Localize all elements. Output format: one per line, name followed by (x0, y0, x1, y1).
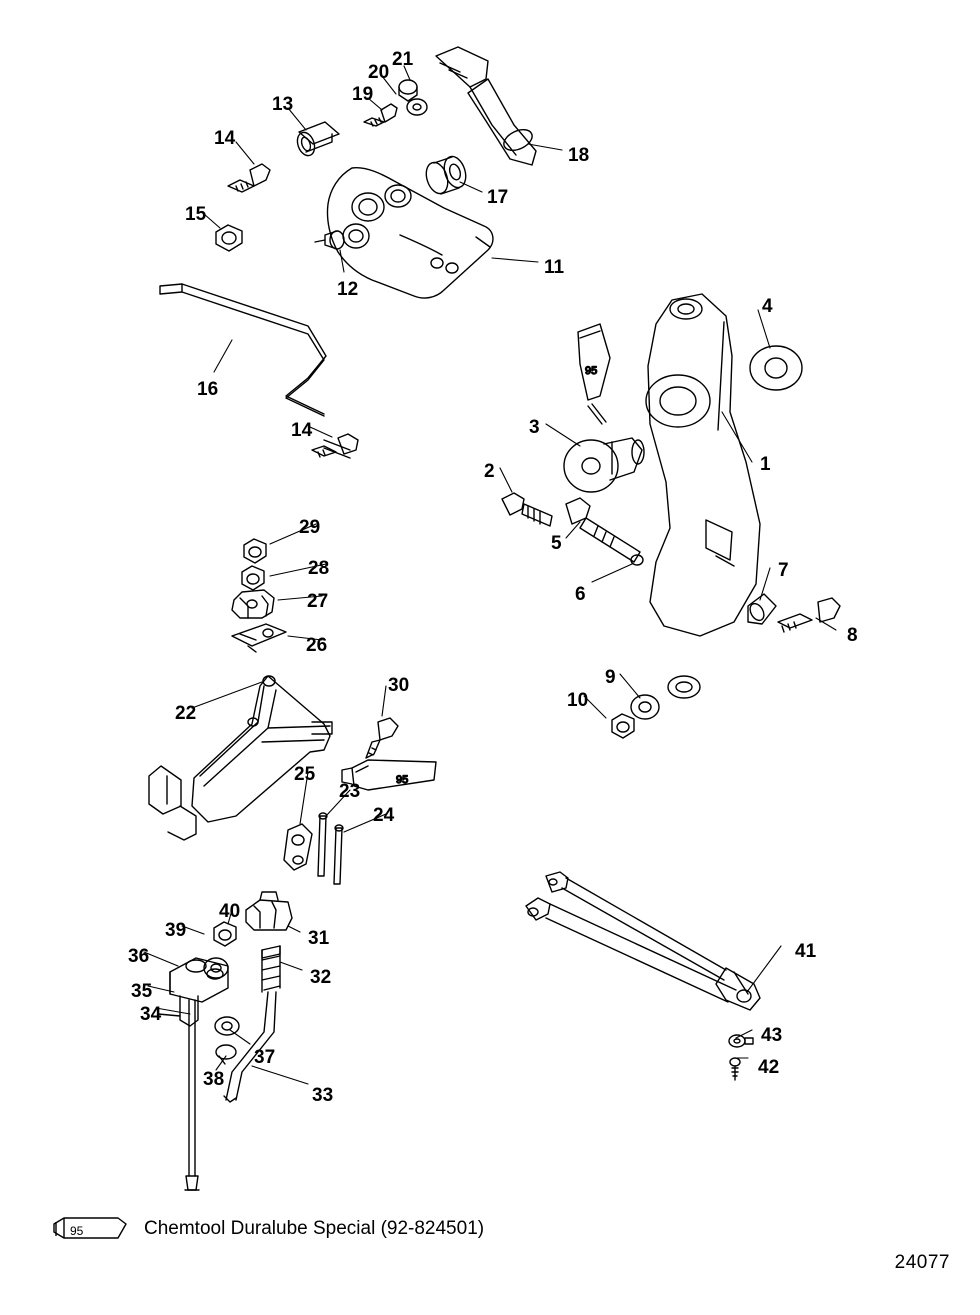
part-14-bolt-upper (228, 164, 270, 192)
part-3-knob (564, 438, 644, 492)
part-4-washer (750, 346, 802, 390)
svg-text:95: 95 (70, 1224, 84, 1238)
part-19-bolt (364, 104, 397, 126)
callout-22: 22 (175, 703, 197, 724)
callout-12: 12 (337, 279, 359, 300)
part-18-bracket (436, 47, 536, 165)
part-15-nut (216, 225, 242, 251)
callout-40: 40 (219, 901, 241, 922)
callout-9: 9 (605, 667, 616, 688)
part-38-clip (216, 1045, 236, 1064)
callout-28: 28 (308, 558, 330, 579)
callout-25: 25 (294, 764, 316, 785)
part-17-bushing (423, 154, 470, 197)
callout-11: 11 (544, 257, 565, 278)
callout-36: 36 (128, 946, 150, 967)
part-42-screw (730, 1058, 740, 1080)
part-1-bracket (646, 294, 760, 698)
callout-20: 20 (368, 62, 390, 83)
callout-33: 33 (312, 1085, 334, 1106)
part-41-cable (526, 872, 760, 1010)
callout-18: 18 (568, 145, 590, 166)
part-35-rod (185, 1000, 199, 1190)
part-14-bolt-lower (312, 434, 358, 457)
legend (50, 1212, 484, 1246)
callout-21: 21 (392, 49, 414, 70)
callout-39: 39 (165, 920, 187, 941)
part-29-nut (244, 539, 266, 563)
part-40-nut (214, 922, 236, 946)
callout-24: 24 (373, 805, 395, 826)
callout-15: 15 (185, 204, 207, 225)
callout-17: 17 (487, 187, 509, 208)
part-23-pin (318, 813, 327, 876)
callout-32: 32 (310, 967, 332, 988)
callout-4: 4 (762, 296, 773, 317)
callout-14-upper: 14 (214, 128, 236, 149)
part-5-bolt (566, 498, 643, 565)
lubricant-tube-top (578, 324, 610, 424)
part-28-nut (242, 566, 264, 590)
callout-29: 29 (299, 517, 321, 538)
part-10-nut (612, 714, 634, 738)
part-12-pin (315, 231, 344, 249)
callout-27: 27 (307, 591, 329, 612)
callout-38: 38 (203, 1069, 225, 1090)
part-20-washer (407, 99, 427, 115)
svg-text:95: 95 (585, 365, 598, 377)
svg-text:95: 95 (396, 774, 409, 786)
part-24-pin (334, 825, 343, 884)
part-25-link (284, 824, 312, 870)
callout-1: 1 (760, 454, 771, 475)
callout-35: 35 (131, 981, 153, 1002)
callout-26: 26 (306, 635, 328, 656)
part-27-clamp (232, 590, 274, 618)
callout-37: 37 (254, 1047, 276, 1068)
callout-2: 2 (484, 461, 495, 482)
figure-number: 24077 (894, 1252, 950, 1273)
legend-text: Chemtool Duralube Special (92-824501) (144, 1218, 485, 1239)
part-43-washer (729, 1035, 753, 1047)
callout-7: 7 (778, 560, 789, 581)
callout-19: 19 (352, 84, 374, 105)
callout-16: 16 (197, 379, 219, 400)
callout-5: 5 (551, 533, 562, 554)
part-21-nut (399, 80, 417, 101)
part-26-plate (232, 624, 286, 652)
callout-6: 6 (575, 584, 586, 605)
callout-8: 8 (847, 625, 858, 646)
callout-10: 10 (567, 690, 589, 711)
part-34-pointer (158, 1014, 180, 1016)
part-9-washer (631, 695, 659, 719)
lubricant-tube-icon (50, 1212, 130, 1246)
callout-42: 42 (758, 1057, 780, 1078)
callout-23: 23 (339, 781, 361, 802)
part-30-bolt (366, 718, 398, 758)
part-2-bolt (502, 493, 552, 526)
part-7-bushing (747, 594, 776, 624)
part-31-bracket (246, 892, 292, 930)
callout-31: 31 (308, 928, 330, 949)
leader-lines (144, 66, 836, 1084)
part-37-washer (215, 1017, 239, 1035)
part-13-sleeve (294, 122, 339, 158)
callout-41: 41 (795, 941, 817, 962)
callout-13: 13 (272, 94, 294, 115)
part-32-spring (262, 946, 280, 992)
part-22-bracket (149, 676, 332, 840)
callout-3: 3 (529, 417, 540, 438)
callout-14-lower: 14 (291, 420, 313, 441)
callout-34: 34 (140, 1004, 162, 1025)
callout-43: 43 (761, 1025, 783, 1046)
callout-30: 30 (388, 675, 410, 696)
